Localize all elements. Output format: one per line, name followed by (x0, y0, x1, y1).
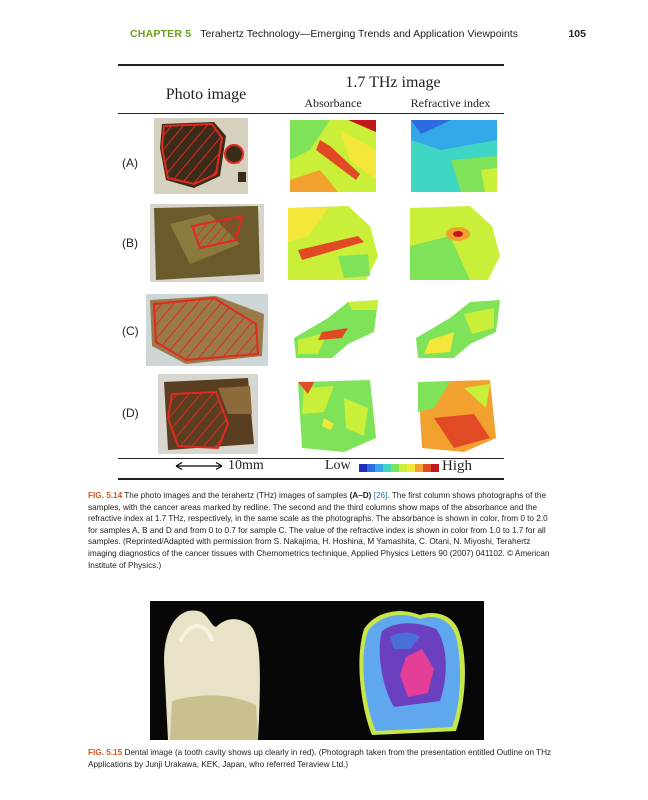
colorbar (359, 464, 439, 472)
colorbar-swatch-5 (399, 464, 407, 472)
bottom-rule (118, 478, 504, 480)
colorbar-swatch-4 (391, 464, 399, 472)
colorbar-swatch-8 (423, 464, 431, 472)
thz-heading: 1.7 THz image (345, 74, 441, 91)
header-rule (118, 113, 504, 114)
caption-text-5-15: Dental image (a tooth cavity shows up clearly in red). (Photograph taken from the presentation entitled Outline on THz Applications by Junji Urakawa, KEK, Japan, who referred Teraview Ltd.) (88, 748, 552, 769)
absorbance-map-d (294, 378, 378, 454)
figure-5-15-dental-image (150, 601, 484, 740)
photo-sample-b (150, 204, 264, 282)
colorbar-low: Low (325, 458, 351, 473)
photo-sample-a (154, 118, 248, 194)
photo-sample-d (158, 374, 258, 454)
colorbar-swatch-9 (431, 464, 439, 472)
top-rule (118, 64, 504, 66)
colorbar-swatch-7 (415, 464, 423, 472)
colorbar-swatch-0 (359, 464, 367, 472)
caption-label-5-14: FIG. 5.14 (88, 491, 123, 500)
colorbar-swatch-3 (383, 464, 391, 472)
absorbance-map-a (290, 120, 376, 192)
colorbar-swatch-6 (407, 464, 415, 472)
figure-5-14-caption (88, 490, 554, 571)
photo-column-heading: Photo image (165, 86, 247, 103)
caption-reference-link[interactable]: [26] (373, 491, 388, 500)
scale-arrow (174, 460, 224, 472)
caption-text-1: The photo images and the terahertz (THz) images of samples (124, 491, 348, 500)
refractive-map-a (411, 120, 497, 192)
colorbar-swatch-1 (367, 464, 375, 472)
row-label-b: (B) (122, 236, 138, 250)
running-header (130, 28, 586, 48)
caption-label-5-15: FIG. 5.15 (88, 748, 123, 757)
caption-text-2: . The first column shows photographs of the samples, with the cancer areas marked by redline. The second and the third columns show maps of the absorbance and the refractive index at 1.7 THz, respectively, in the same scale as the photographs. The absorbance is shown in color, from 0 to 2.0 for samples A, B and D and from 0 to 0.7 for sample C. The value of the refractive index is shown in color from 1.0 to 1.7 for all samples. (Reprinted/Adapted with permission from S. Nakajima, H. Hoshina, M Yamashita, C. Otani, N. Miyoshi, Terahertz imaging diagnostics of the cancer tissues with Chemometrics technique, Applied Physics Letters 90 (2007) 041102. © American Institute of Physics.) (88, 491, 550, 570)
scale-bar-label: 10mm (228, 458, 264, 473)
page-number: 105 (568, 28, 586, 40)
absorbance-heading: Absorbance (304, 96, 362, 110)
refractive-heading: Refractive index (410, 96, 491, 110)
chapter-label: CHAPTER 5 (130, 28, 192, 40)
refractive-map-c (410, 298, 502, 364)
absorbance-map-c (288, 298, 380, 364)
chapter-title: Terahertz Technology—Emerging Trends and Application Viewpoints (200, 28, 518, 40)
refractive-map-d (414, 378, 498, 454)
row-label-d: (D) (122, 406, 139, 420)
refractive-map-b (410, 206, 500, 280)
row-label-c: (C) (122, 324, 139, 338)
figure-5-15-caption (88, 747, 554, 770)
colorbar-swatch-2 (375, 464, 383, 472)
photo-sample-c (146, 294, 268, 366)
caption-samples: (A–D) (349, 491, 372, 500)
colorbar-high: High (442, 458, 472, 474)
absorbance-map-b (288, 206, 378, 280)
row-label-a: (A) (122, 156, 138, 170)
figure-5-14 (118, 64, 504, 484)
